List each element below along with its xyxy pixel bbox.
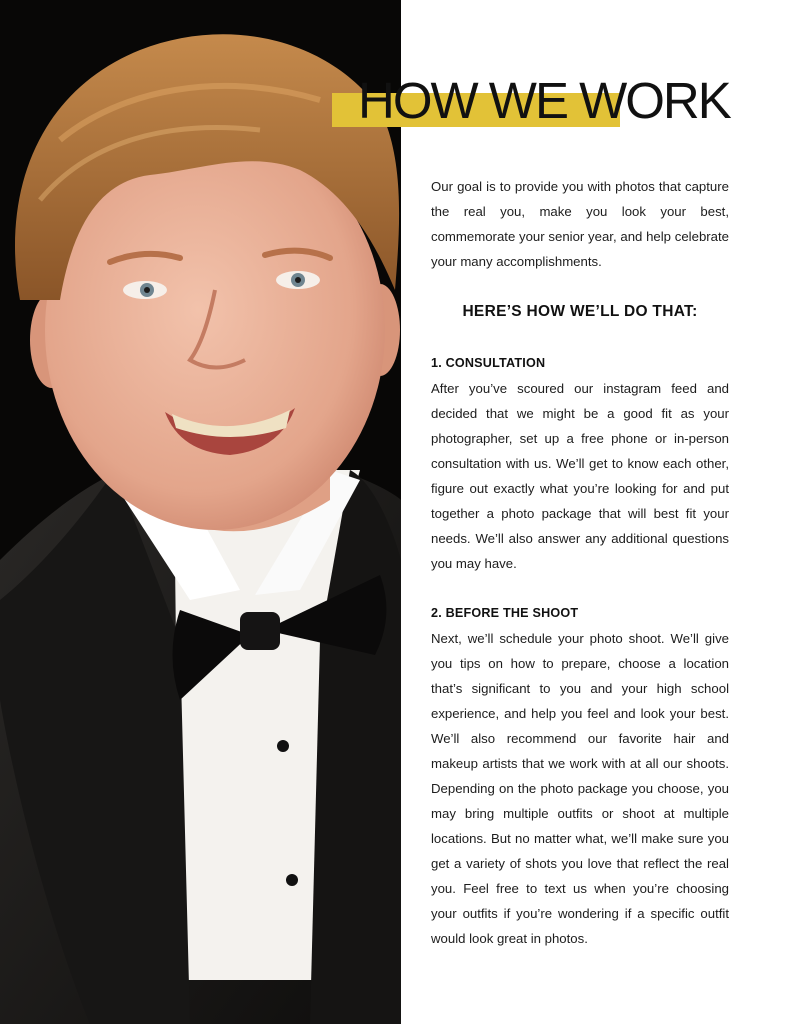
step-body: Next, we’ll schedule your photo shoot. We’ll give you tips on how to prepare, choose a location that’s significant to you and your high school experience, and help you feel and look your best. We’ll also recommend our favorite hair and makeup artists that we work with at all our shoots. Depending on the photo package you choose, you may bring multiple outfits or shoot at multiple locations. But no matter what, we’ll make sure you get a variety of shots you love that reflect the real you. Feel free to text us when you’re choosing your outfits if you’re wondering if a specific outfit would look great in photos. bbox=[431, 631, 729, 946]
step-before-the-shoot bbox=[431, 601, 729, 951]
step-heading: 1. CONSULTATION bbox=[431, 356, 546, 370]
intro-paragraph: Our goal is to provide you with photos that capture the real you, make you look your best, commemorate your senior year, and help celebrate your many accomplishments. bbox=[431, 179, 729, 269]
step-heading: 2. BEFORE THE SHOOT bbox=[431, 606, 579, 620]
page-title: HOW WE WORK bbox=[358, 72, 730, 129]
body-text-column bbox=[431, 174, 729, 951]
step-body: After you’ve scoured our instagram feed and decided that we might be a good fit as your photographer, set up a free phone or in-person consultation with us. We’ll get to know each other, figure out exactly what you’re looking for and put together a photo package that will best fit your needs. We’ll also answer any additional questions you may have. bbox=[431, 381, 729, 571]
step-consultation bbox=[431, 351, 729, 576]
section-subheading: HERE’S HOW WE’LL DO THAT: bbox=[462, 303, 698, 320]
